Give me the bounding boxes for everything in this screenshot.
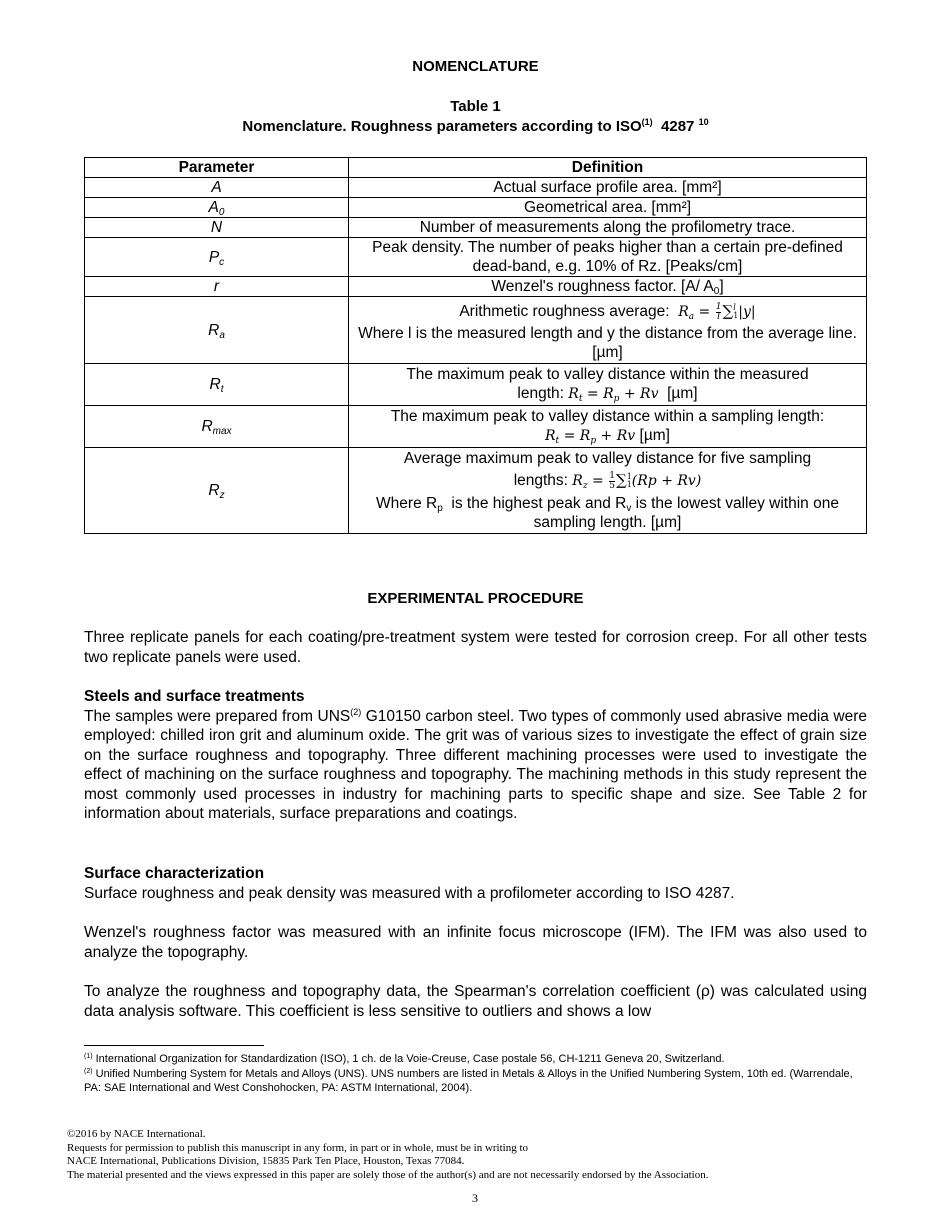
param-Rz: $R_z$ — [85, 448, 349, 534]
param-Ra: $R_a$ — [85, 297, 349, 364]
table-row — [85, 406, 867, 448]
def-Rt: The maximum peak to valley distance within the measured length: $R_t = R_p + Rv$ [µm] — [349, 364, 867, 406]
table-row — [85, 448, 867, 534]
table-title-prefix: Nomenclature. Roughness parameters according to ISO — [242, 118, 642, 135]
formula-rz: $R_z$ = $\frac{1}{5}$ ∑ 1 1 (Rp + Rv) — [572, 470, 702, 491]
steels-heading: Steels and surface treatments — [84, 688, 305, 705]
table-title-suffix: 4287 — [661, 118, 695, 135]
table-header-row — [85, 158, 867, 178]
formula-ra: $R_a$ = $\frac{1}{l}$ ∑ l 1 |y| — [678, 301, 756, 322]
footnote-rule — [84, 1045, 264, 1046]
table-row — [85, 364, 867, 406]
param-Pc: $P_c$ — [85, 238, 349, 277]
experimental-heading: EXPERIMENTAL PROCEDURE — [367, 590, 584, 607]
formula-rmax: $R_t = R_p + Rv$ — [545, 428, 636, 446]
param-r: r — [85, 277, 349, 297]
param-Rt: $R_t$ — [85, 364, 349, 406]
def-Pc: Peak density. The number of peaks higher than a certain pre-defined dead-band, e.g. 10% of Rz. [Peaks/cm] — [349, 238, 867, 277]
paragraph-wenzel: Wenzel's roughness factor was measured with an infinite focus microscope (IFM). The IFM was also used to analyze the topography. — [84, 924, 867, 961]
def-Rz: Average maximum peak to valley distance for five sampling lengths: $R_z$ = $\frac{1}{5}$ ∑ 1 1 (Rp + Rv) Where $R_p$ is the highest peak and $R_v$ is the lowest valley within one sampling length. [µm] — [349, 448, 867, 534]
def-Ra: Arithmetic roughness average: $R_a$ = $\frac{1}{l}$ ∑ l 1 |y| Where l is the measured length and y the distance from the average line. [µm] — [349, 297, 867, 364]
page-number: 3 — [472, 1191, 478, 1205]
def-r: Wenzel's roughness factor. [A/ $A_0$] — [349, 277, 867, 297]
param-Rmax: $R_{max}$ — [85, 406, 349, 448]
table-row — [85, 238, 867, 277]
copyright-notice: ©2016 by NACE International. Requests for permission to publish this manuscript in any form, in part or in whole, must be in writing to NACE International, Publications Division, 15835 Park Ten Place, Houston, Texas 77084. The material presented and the views expressed in this paper are solely those of the author(s) and are not necessarily endorsed by the Association. — [67, 1128, 709, 1181]
param-A0: $A_0$ — [85, 198, 349, 218]
table-row — [85, 218, 867, 238]
surface-heading: Surface characterization — [84, 865, 265, 882]
table-row — [85, 297, 867, 364]
header-parameter: Parameter — [85, 158, 349, 178]
def-A: Actual surface profile area. [mm²] — [349, 178, 867, 198]
def-A0: Geometrical area. [mm²] — [349, 198, 867, 218]
table-label: Table 1 — [450, 98, 501, 115]
table-title — [84, 117, 867, 137]
table-row — [85, 178, 867, 198]
param-A: A — [85, 178, 349, 198]
table-caption — [84, 97, 867, 137]
footnote-1: $^{(1)}$ International Organization for Standardization (ISO), 1 ch. de la Voie-Creuse, Case postale 56, CH-1211 Geneva 20, Switzerland. — [84, 1053, 725, 1065]
table-title-sup1: (1) — [641, 117, 653, 127]
paragraph-replicates: Three replicate panels for each coating/pre-treatment system were tested for corrosion creep. For all other tests two replicate panels were used. — [84, 629, 867, 666]
formula-rt: $R_t = R_p + Rv$ — [568, 386, 659, 404]
nomenclature-heading: NOMENCLATURE — [412, 58, 539, 75]
def-Rmax: The maximum peak to valley distance within a sampling length: $R_t = R_p + Rv$ [µm] — [349, 406, 867, 448]
table-row — [85, 198, 867, 218]
surface-section: Surface characterization Surface roughness and peak density was measured with a profilometer according to ISO 4287. — [84, 865, 735, 902]
header-definition: Definition — [349, 158, 867, 178]
footnotes — [84, 1052, 867, 1096]
steels-section: Steels and surface treatments The samples were prepared from UNS$^{(2)}$ G10150 carbon steel. Two types of commonly used abrasive media were employed: chilled iron grit and aluminum oxide. The grit was of various sizes to investigate the effect of grain size on the surface roughness and topography. Three different machining processes were used to investigate the effect of machining on the surface roughness and topography. The machining methods in this study represent the most commonly used processes in industry for machining parts to specific shape and size. See Table 2 for information about materials, surface preparations and coatings. — [84, 688, 868, 822]
table-row — [85, 277, 867, 297]
footnote-2: $^{(2)}$ Unified Numbering System for Metals and Alloys (UNS). UNS numbers are listed in Metals & Alloys in the Unified Numbering System, 10th ed. (Warrendale, PA: SAE International and West Conshohocken, PA: ASTM International, 2004). — [84, 1067, 853, 1094]
param-N: N — [85, 218, 349, 238]
table-title-sup2: 10 — [698, 117, 709, 127]
def-N: Number of measurements along the profilometry trace. — [349, 218, 867, 238]
nomenclature-table — [84, 157, 867, 534]
paragraph-spearman: To analyze the roughness and topography data, the Spearman's correlation coefficient (ρ) was calculated using data analysis software. This coefficient is less sensitive to outliers and shows a low — [84, 983, 867, 1020]
